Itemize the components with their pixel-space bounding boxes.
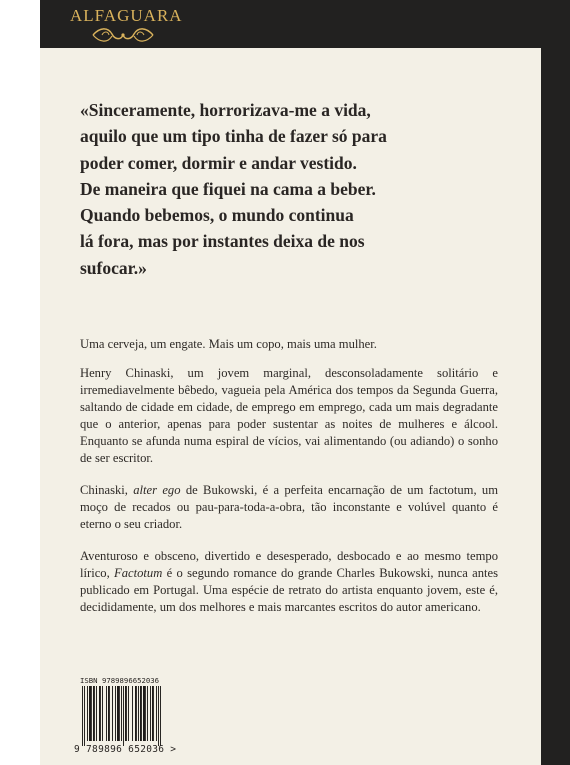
barcode-image [74,686,188,746]
barcode-bar [108,686,110,741]
barcode-block [72,676,190,762]
quote-line: aquilo que um tipo tinha de fazer só para [80,126,387,147]
quote-line: poder comer, dormir e andar vestido. [80,152,357,173]
barcode-bar [87,686,88,741]
barcode-bar [152,686,154,741]
italic-term: alter ego [133,483,181,497]
scroll-ornament-icon [88,26,158,44]
barcode-bar [156,686,157,741]
character-text [80,482,498,533]
barcode-bar [135,686,137,741]
quote-line: sufocar.» [80,257,147,278]
barcode-bar [128,686,129,741]
italic-title: Factotum [114,566,163,580]
isbn-label: ISBN 9789896652036 [80,676,160,685]
barcode-bar [112,686,113,741]
barcode-bar [89,686,92,741]
blurb-tagline [80,336,498,353]
barcode-bar [158,686,159,746]
right-dark-edge [541,0,570,765]
publisher-logo: ALFAGUARA [70,6,183,25]
tagline-text: Uma cerveja, um engate. Mais um copo, mais uma mulher. [80,337,377,351]
quote-line: Quando bebemos, o mundo continua [80,205,354,226]
barcode-bar [106,686,107,741]
text-span: Chinaski, [80,483,134,497]
blurb-paragraph-character [80,482,498,533]
quote-line: «Sinceramente, horrorizava-me a vida, [80,100,371,120]
barcode-bar [143,686,146,741]
barcode-bar [132,686,133,741]
barcode-bar [96,686,97,741]
barcode-bar [115,686,116,741]
text-span: Aventuroso e obsceno, divertido e desesperado, desbocado e ao mesmo tempo lírico, [80,549,498,580]
blurb-paragraph-synopsis [80,365,498,467]
barcode-bar [140,686,142,741]
barcode-bar [147,686,148,741]
barcode-bar [150,686,151,741]
synopsis-text: Henry Chinaski, um jovem marginal, desconsoladamente solitário e irremediavelmente bêbedo, vagueia pela América dos tempos da Segunda Guerra, saltando de cidade em cidade, de emprego em emprego, cada um mais degradante que o anterior, apenas para poder sustentar as noites de mulheres e álcool. Enquanto se afunda numa espiral de vícios, vai alimentando (ou adiando) o sonho de ser escritor. [80,366,498,465]
blurb-paragraph-review [80,548,498,616]
barcode-bar [99,686,101,741]
barcode-bar [82,686,83,746]
barcode-bar [160,686,161,746]
barcode-bar [138,686,139,741]
quote-line: De maneira que fiquei na cama a beber. [80,178,376,199]
barcode-bar [102,686,103,741]
barcode-bar [84,686,85,746]
barcode-bar [93,686,95,741]
barcode-digits: 9 789896 652036 > [74,744,177,755]
barcode-bar [117,686,120,741]
review-text [80,548,498,616]
barcode-bar [123,686,124,746]
text-span: de Bukowski, é a perfeita encarnação de um factotum, um moço de recados ou pau-para-toda-a-obra, tão inconstante e volúvel quanto é eterno o seu criador. [80,483,498,531]
barcode-bar [125,686,127,741]
text-span: é o segundo romance do grande Charles Bukowski, nunca antes publicado em Portugal. Uma espécie de retrato do artista enquanto jovem, este é, decididamente, um dos melhores e mais marcantes escritos do autor americano. [80,566,499,614]
barcode-bar [121,686,122,741]
quote-line: lá fora, mas por instantes deixa de nos [80,231,365,252]
pull-quote [80,97,500,281]
